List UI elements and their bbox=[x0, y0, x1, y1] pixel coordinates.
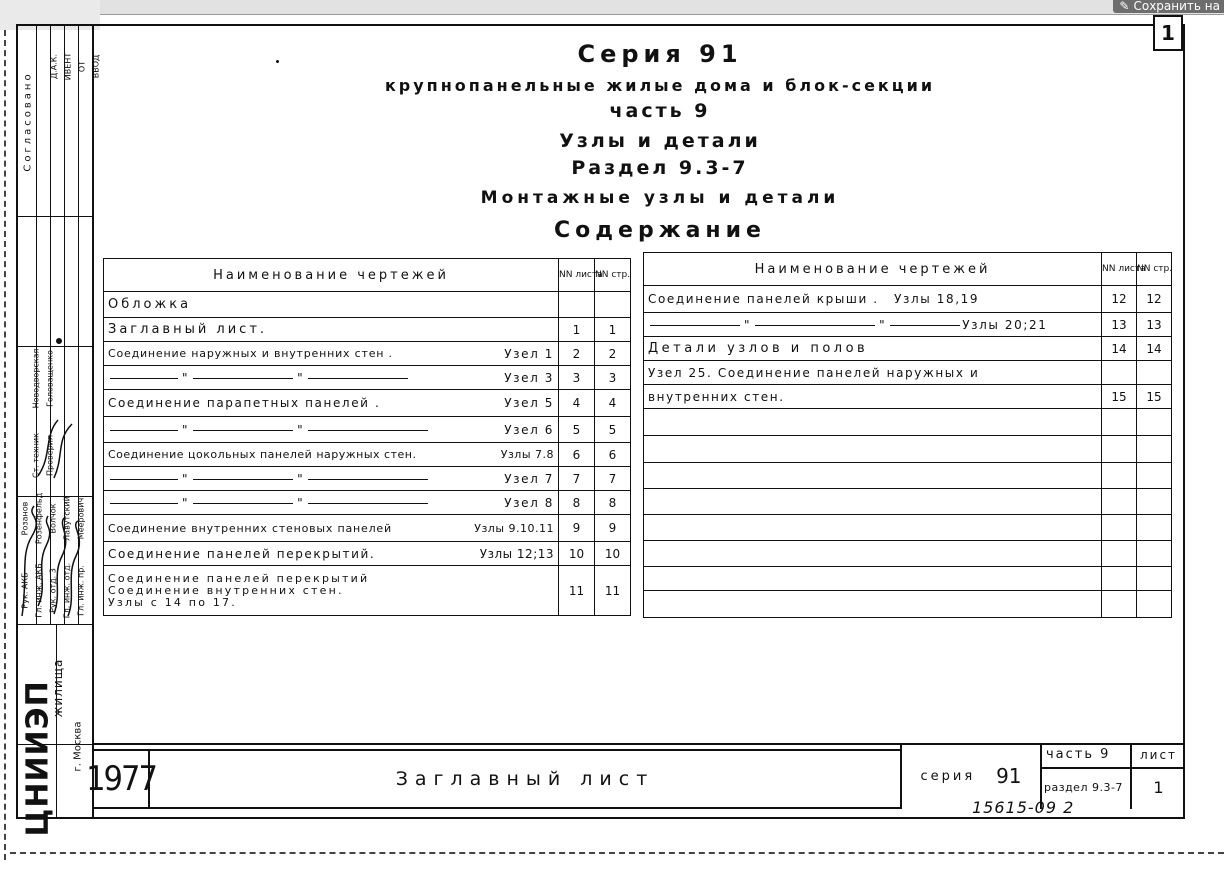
row-page: 8 bbox=[595, 491, 631, 515]
row-page: 14 bbox=[1137, 337, 1172, 361]
name2-2: Головащенко bbox=[45, 350, 55, 407]
row-name: Соединение парапетных панелей . bbox=[108, 396, 381, 410]
toc-table-left bbox=[103, 258, 631, 616]
ditto-mark: " bbox=[297, 471, 305, 486]
row-sheet: 8 bbox=[559, 491, 595, 515]
table-row bbox=[104, 566, 631, 616]
ditto-mark: " bbox=[297, 370, 305, 385]
row-node: Узлы 18,19 bbox=[894, 292, 980, 306]
row-node: Узел 3 bbox=[504, 370, 554, 385]
row-name-line2: Соединение внутренних стен. bbox=[108, 583, 344, 597]
row-page: 11 bbox=[595, 566, 631, 616]
row-sheet: 2 bbox=[559, 342, 595, 366]
row-node: Узел 1 bbox=[504, 346, 554, 361]
role-3: Рук. отд. 3 bbox=[48, 568, 58, 613]
row-sheet: 15 bbox=[1102, 385, 1137, 409]
ditto-mark: " bbox=[879, 317, 887, 332]
role-1: Рук. АКБ bbox=[20, 572, 30, 609]
signature-marks bbox=[18, 496, 94, 636]
pencil-icon: ✎ bbox=[1119, 0, 1130, 13]
table-row bbox=[644, 313, 1172, 337]
row-sheet bbox=[1102, 361, 1137, 385]
org-city: г. Москва bbox=[72, 721, 84, 772]
org-sub: жилища bbox=[51, 658, 65, 718]
row-page: 15 bbox=[1137, 385, 1172, 409]
ink-dot-side bbox=[56, 338, 62, 344]
table-row bbox=[644, 286, 1172, 313]
row-node: Узел 5 bbox=[504, 396, 554, 410]
table-row bbox=[104, 491, 631, 515]
col-name-header: Наименование чертежей bbox=[644, 253, 1102, 286]
role-4: Гл. инж. отд. bbox=[62, 562, 72, 619]
table-row bbox=[644, 541, 1172, 567]
sheet-number: 1 bbox=[1153, 15, 1183, 51]
row-name: Соединение панелей перекрытий. bbox=[108, 546, 376, 561]
table-row bbox=[644, 361, 1172, 385]
row-sheet: 7 bbox=[559, 467, 595, 491]
stamp-part: часть 9 bbox=[1042, 743, 1130, 769]
table-row bbox=[104, 390, 631, 417]
row-name: внутренних стен. bbox=[644, 385, 1102, 409]
role-5: Гл. инж. пр. bbox=[76, 565, 86, 616]
col-name-header: Наименование чертежей bbox=[104, 259, 559, 292]
col-page-header: NN стр. bbox=[1137, 253, 1172, 286]
cut-line-bottom bbox=[10, 852, 1224, 854]
series-title: Серия 91 bbox=[577, 40, 743, 68]
row-page bbox=[595, 292, 631, 318]
ditto-mark: " bbox=[182, 422, 190, 437]
browser-toolbar bbox=[100, 0, 1224, 15]
table-row bbox=[104, 366, 631, 390]
row-sheet: 10 bbox=[559, 542, 595, 566]
row-sheet: 12 bbox=[1102, 286, 1137, 313]
stamp-section: раздел 9.3-7 bbox=[1044, 781, 1123, 794]
top-name-1: Д.А.К. bbox=[49, 53, 59, 80]
row-name: Детали узлов и полов bbox=[644, 337, 1102, 361]
stamp-title: Заглавный лист bbox=[395, 768, 655, 790]
ditto-mark: " bbox=[744, 317, 752, 332]
document-code: 15615-09 2 bbox=[972, 798, 1075, 817]
stamp-series-label: серия bbox=[920, 768, 976, 784]
row-sheet: 4 bbox=[559, 390, 595, 417]
role2-2: Проверил bbox=[45, 435, 55, 477]
row-sheet: 1 bbox=[559, 318, 595, 342]
save-button-label: Сохранить на bbox=[1133, 0, 1220, 13]
table-row bbox=[104, 542, 631, 566]
table-row bbox=[104, 515, 631, 542]
stamp-sheet-label: лист bbox=[1132, 743, 1185, 769]
col-sheet-header: NN листа bbox=[1102, 253, 1137, 286]
row-page: 3 bbox=[595, 366, 631, 390]
row-sheet: 3 bbox=[559, 366, 595, 390]
assembly-title: Монтажные узлы и детали bbox=[480, 188, 840, 208]
stamp-year-cell bbox=[86, 749, 156, 809]
row-page: 2 bbox=[595, 342, 631, 366]
row-sheet: 9 bbox=[559, 515, 595, 542]
row-sheet: 11 bbox=[559, 566, 595, 616]
nodes-title: Узлы и детали bbox=[559, 130, 761, 152]
row-name: Соединение внутренних стеновых панелей bbox=[108, 521, 392, 535]
row-name: Соединение панелей крыши . bbox=[648, 292, 879, 306]
row-page: 6 bbox=[595, 443, 631, 467]
row-node: Узлы 20;21 bbox=[962, 317, 1048, 332]
table-row bbox=[104, 342, 631, 366]
row-name: Узел 25. Соединение панелей наружных и bbox=[644, 361, 1102, 385]
name-3: Волчок bbox=[48, 503, 58, 534]
row-node: Узлы 9.10.11 bbox=[474, 521, 554, 535]
row-sheet bbox=[559, 292, 595, 318]
series-subtitle: крупнопанельные жилые дома и блок-секции bbox=[384, 76, 936, 95]
name-2: Розенфельд bbox=[34, 492, 44, 545]
row-node: Узлы 7.8 bbox=[500, 448, 554, 461]
row-page bbox=[1137, 361, 1172, 385]
table-row bbox=[104, 292, 631, 318]
top-name-4: ВВОД bbox=[91, 54, 101, 79]
col-page-header: NN стр. bbox=[595, 259, 631, 292]
row-page: 7 bbox=[595, 467, 631, 491]
name-5: Меерович bbox=[76, 497, 86, 540]
table-row bbox=[644, 385, 1172, 409]
row-sheet: 14 bbox=[1102, 337, 1137, 361]
row-node: Узел 6 bbox=[504, 422, 554, 437]
role-2: Гл. инж. АКБ bbox=[34, 563, 44, 618]
row-node: Узел 7 bbox=[504, 471, 554, 486]
row-name: Соединение наружных и внутренних стен . bbox=[108, 347, 393, 360]
signature-marks-2 bbox=[18, 406, 94, 486]
toc-table-right bbox=[643, 252, 1172, 618]
cut-line-left bbox=[4, 30, 6, 860]
row-page: 5 bbox=[595, 417, 631, 443]
top-name-3: ОТ bbox=[77, 60, 87, 73]
side-signature-panel bbox=[16, 24, 101, 837]
table-row bbox=[644, 409, 1172, 436]
row-name: Соединение цокольных панелей наружных стен. bbox=[108, 448, 417, 461]
table-row bbox=[644, 436, 1172, 463]
ditto-mark: " bbox=[297, 422, 305, 437]
stamp-sheet-value: 1 bbox=[1153, 778, 1164, 797]
row-page: 13 bbox=[1137, 313, 1172, 337]
table-row bbox=[104, 318, 631, 342]
ditto-mark: " bbox=[182, 370, 190, 385]
agreed-label: Согласовано bbox=[22, 71, 34, 172]
stamp-series-value: 91 bbox=[996, 764, 1022, 788]
table-row bbox=[644, 515, 1172, 541]
row-page: 12 bbox=[1137, 286, 1172, 313]
table-row bbox=[644, 591, 1172, 618]
table-row bbox=[104, 417, 631, 443]
table-row bbox=[644, 463, 1172, 489]
table-row bbox=[104, 467, 631, 491]
name-1: Розанов bbox=[20, 501, 30, 536]
table-row bbox=[644, 337, 1172, 361]
save-button[interactable] bbox=[1113, 0, 1224, 13]
row-page: 9 bbox=[595, 515, 631, 542]
row-sheet: 6 bbox=[559, 443, 595, 467]
ditto-mark: " bbox=[182, 471, 190, 486]
row-name: Обложка bbox=[104, 292, 559, 318]
row-name-line1: Соединение панелей перекрытий bbox=[108, 571, 370, 585]
row-page: 10 bbox=[595, 542, 631, 566]
name2-1: Новодворская bbox=[31, 348, 41, 409]
row-sheet: 13 bbox=[1102, 313, 1137, 337]
contents-title: Содержание bbox=[554, 218, 766, 243]
stamp-year: 1977 bbox=[86, 759, 156, 799]
table-row bbox=[104, 443, 631, 467]
row-page: 4 bbox=[595, 390, 631, 417]
section-title: Раздел 9.3-7 bbox=[571, 157, 749, 179]
ditto-mark: " bbox=[182, 495, 190, 510]
org-logo: ЦНИИЭП bbox=[20, 680, 56, 837]
top-name-2: ИВЕНТ bbox=[63, 52, 73, 81]
row-name-line3: Узлы с 14 по 17. bbox=[108, 595, 237, 609]
col-sheet-header: NN листа bbox=[559, 259, 595, 292]
name-4: Лавутский bbox=[62, 496, 72, 541]
table-row bbox=[644, 567, 1172, 591]
row-page: 1 bbox=[595, 318, 631, 342]
row-node: Узел 8 bbox=[504, 495, 554, 510]
table-row bbox=[644, 489, 1172, 515]
ditto-mark: " bbox=[297, 495, 305, 510]
row-name: Заглавный лист. bbox=[104, 318, 559, 342]
row-node: Узлы 12;13 bbox=[479, 546, 554, 561]
part-title: часть 9 bbox=[609, 100, 711, 122]
row-sheet: 5 bbox=[559, 417, 595, 443]
role2-1: Ст. техник bbox=[31, 433, 41, 478]
